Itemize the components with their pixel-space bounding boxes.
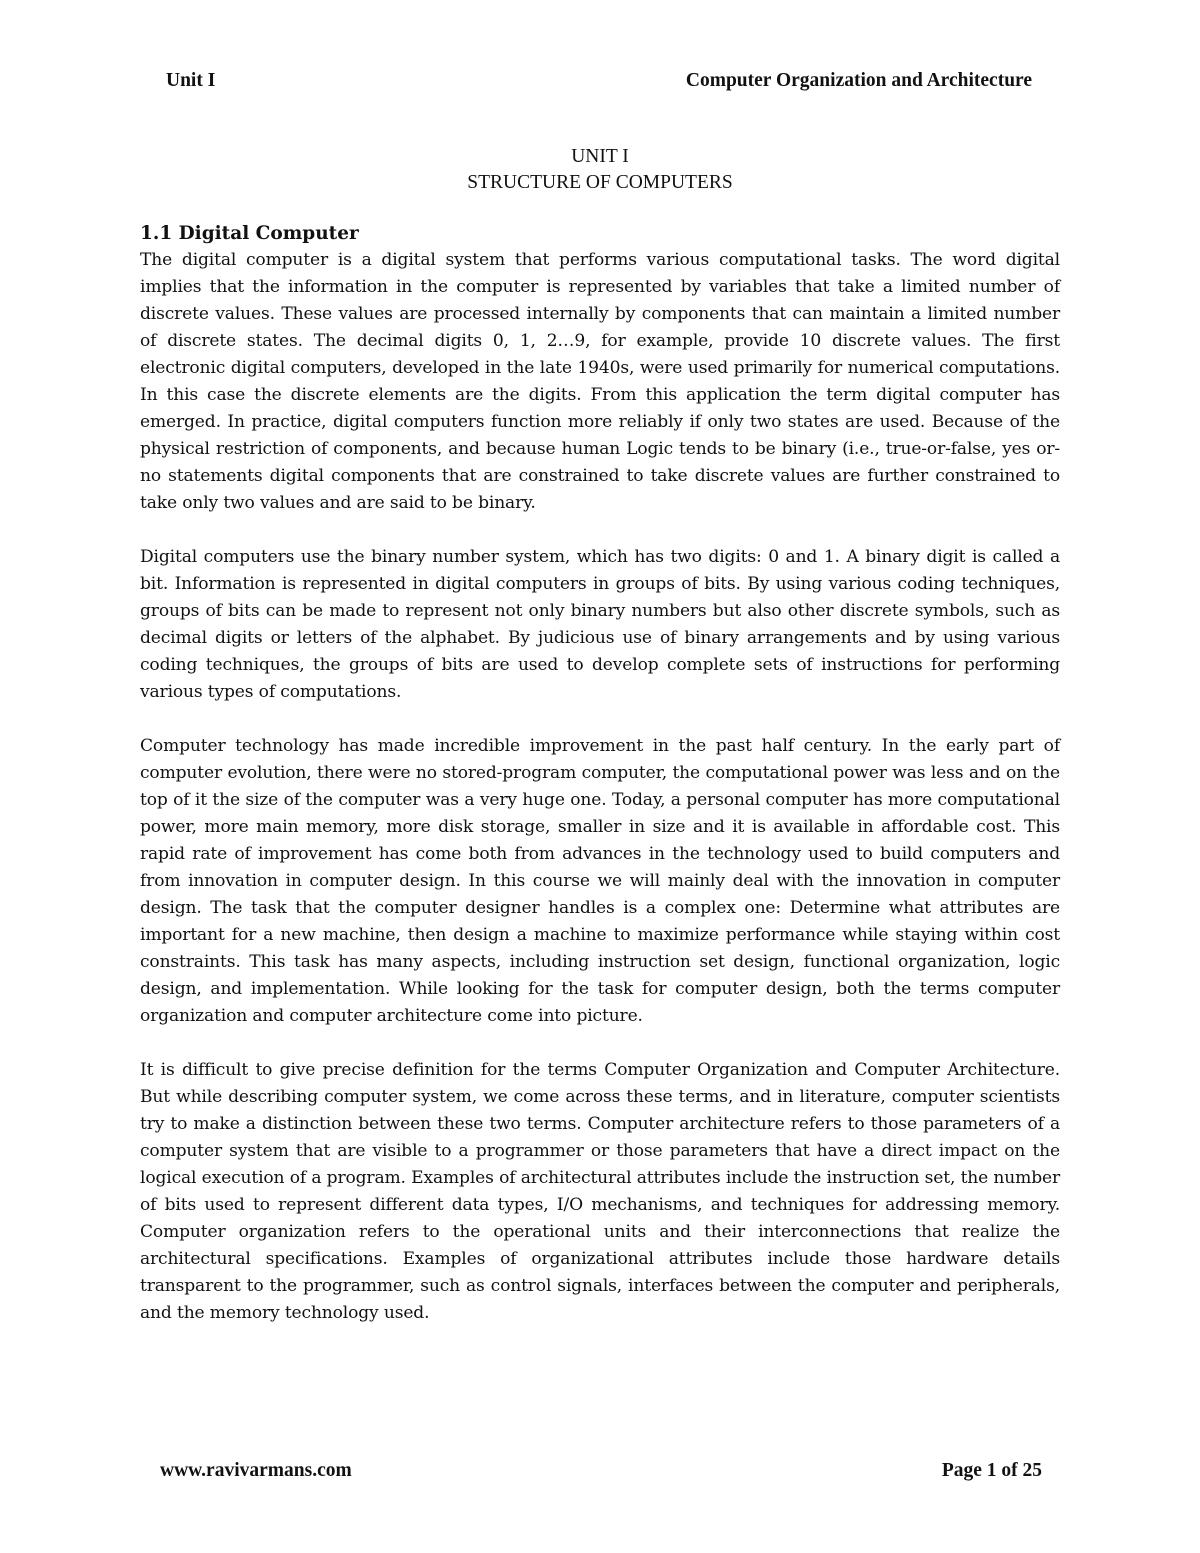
unit-title-block (140, 144, 1060, 196)
footer-page-number: Page 1 of 25 (941, 1460, 1042, 1481)
section-heading: 1.1 Digital Computer (140, 223, 359, 244)
page-footer (160, 1460, 1042, 1490)
footer-website: www.ravivarmans.com (160, 1460, 352, 1481)
paragraph-computer-technology: Computer technology has made incredible improvement in the past half century. In the early part of computer evolution, there were no stored-program computer, the computational power was less and on the top of it the size of the computer was a very huge one. Today, a personal computer has more computational power, more main memory, more disk storage, smaller in size and it is available in affordable cost. This rapid rate of improvement has come both from advances in the technology used to build computers and from innovation in computer design. In this course we will mainly deal with the innovation in computer design. The task that the computer designer handles is a complex one: Determine what attributes are important for a new machine, then design a machine to maximize performance while staying within cost constraints. This task has many aspects, including instruction set design, functional organization, logic design, and implementation. While looking for the task for computer design, both the terms computer organization and computer architecture come into picture. (140, 736, 1060, 1026)
paragraph-binary-system: Digital computers use the binary number system, which has two digits: 0 and 1. A binary digit is called a bit. Information is represented in digital computers in groups of bits. By using various coding techniques, groups of bits can be made to represent not only binary numbers but also other discrete symbols, such as decimal digits or letters of the alphabet. By judicious use of binary arrangements and by using various coding techniques, the groups of bits are used to develop complete sets of instructions for performing various types of computations. (140, 547, 1060, 702)
unit-number: UNIT I (571, 146, 629, 167)
unit-title: STRUCTURE OF COMPUTERS (467, 172, 733, 193)
paragraph-organization-architecture: It is difficult to give precise definition for the terms Computer Organization and Computer Architecture. But while describing computer system, we come across these terms, and in literature, computer scientists try to make a distinction between these two terms. Computer architecture refers to those parameters of a computer system that are visible to a programmer or those parameters that have a direct impact on the logical execution of a program. Examples of architectural attributes include the instruction set, the number of bits used to represent different data types, I/O mechanisms, and techniques for addressing memory. Computer organization refers to the operational units and their interconnections that realize the architectural specifications. Examples of organizational attributes include those hardware details transparent to the programmer, such as control signals, interfaces between the computer and peripherals, and the memory technology used. (140, 1060, 1060, 1323)
header-course-title: Computer Organization and Architecture (685, 70, 1032, 91)
header-unit-label: Unit I (166, 70, 216, 91)
paragraph-digital-computer: The digital computer is a digital system that performs various computational tasks. The word digital implies that the information in the computer is represented by variables that take a limited number of discrete values. These values are processed internally by components that can maintain a limited number of discrete states. The decimal digits 0, 1, 2…9, for example, provide 10 discrete values. The first electronic digital computers, developed in the late 1940s, were used primarily for numerical computations. In this case the discrete elements are the digits. From this application the term digital computer has emerged. In practice, digital computers function more reliably if only two states are used. Because of the physical restriction of components, and because human Logic tends to be binary (i.e., true-or-false, yes or- no statements digital components that are constrained to take discrete values are further constrained to take only two values and are said to be binary. (140, 250, 1060, 513)
document-body (140, 220, 1060, 1354)
page-header (166, 70, 1032, 100)
